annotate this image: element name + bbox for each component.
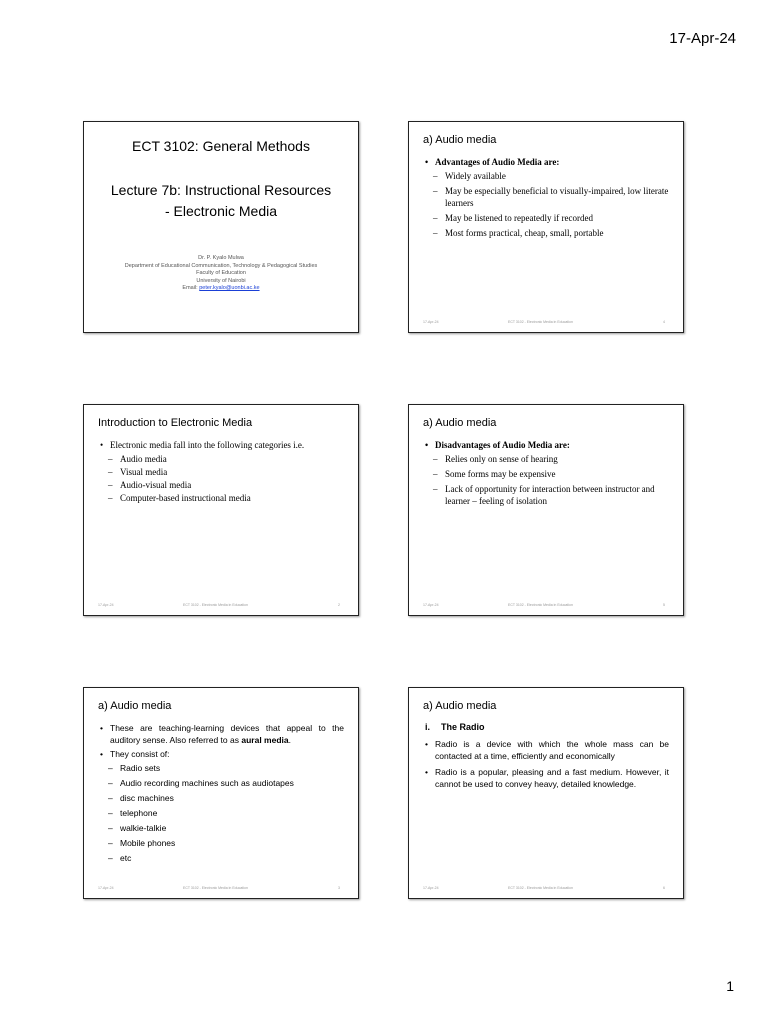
slide-number: 6 [663, 886, 665, 890]
footer-title: ECT 3102 - Electronic Media in Education [508, 886, 573, 890]
item-text: Computer-based instructional media [120, 493, 251, 503]
list-item: – etc [108, 853, 132, 863]
item-text: Mobile phones [120, 838, 176, 848]
slide-advantages [408, 121, 684, 333]
footer-title: ECT 3102 - Electronic Media in Education [183, 603, 248, 607]
list-item: – Radio sets [108, 763, 161, 773]
item-text: Most forms practical, cheap, small, portable [445, 228, 604, 238]
slide-content [423, 722, 669, 792]
bullet-text: • Radio is a device with which the whole mass can be contacted at a time, efficiently and economically [423, 738, 669, 762]
definition-text: These are teaching-learning devices that appeal to the auditory sense. Also referred to as [110, 723, 344, 745]
footer-title: ECT 3102 - Electronic Media in Education [508, 603, 573, 607]
item-text: etc [120, 853, 132, 863]
item-text: walkie-talkie [120, 823, 167, 833]
list-item: – Audio media [108, 454, 167, 464]
item-text: Lack of opportunity for interaction between instructor and learner – feeling of isolation [445, 484, 655, 506]
list-item: – walkie-talkie [108, 823, 167, 833]
slide-number: 3 [338, 886, 340, 890]
bullet-definition [98, 722, 344, 746]
slide-content [98, 439, 344, 505]
slide-number: 4 [663, 320, 665, 324]
list-item: – Most forms practical, cheap, small, portable [433, 228, 604, 238]
slide-heading: Introduction to Electronic Media [98, 417, 253, 429]
subheading [423, 722, 669, 732]
item-text: telephone [120, 808, 158, 818]
author-email-line [114, 285, 328, 293]
page-number: 1 [726, 978, 734, 994]
slide-footer [98, 603, 344, 609]
lecture-title [94, 180, 348, 222]
slide-title [83, 121, 359, 333]
slide-number: 5 [663, 603, 665, 607]
slide-footer [98, 886, 344, 892]
list-item: – Lack of opportunity for interaction between instructor and learner – feeling of isolation [433, 484, 655, 506]
item-text: Audio-visual media [120, 480, 192, 490]
slide-radio [408, 687, 684, 899]
subheading-number: i. [425, 722, 431, 732]
slide-content [98, 722, 344, 867]
page-header-date: 17-Apr-24 [669, 30, 736, 47]
slide-footer [423, 320, 669, 326]
item-text: May be listened to repeatedly if recorded [445, 213, 593, 223]
list-item: – May be especially beneficial to visually-impaired, low literate learners [433, 186, 669, 208]
footer-date: 17-Apr-24 [423, 886, 439, 890]
list-item: – Mobile phones [108, 838, 176, 848]
item-text: Relies only on sense of hearing [445, 454, 558, 464]
list-item: – May be listened to repeatedly if recorded [433, 213, 593, 223]
item-text: Visual media [120, 467, 168, 477]
slide-heading: a) Audio media [423, 417, 497, 429]
email-label: Email: [182, 285, 198, 291]
list-item: – Audio-visual media [108, 480, 192, 490]
list-item: – Visual media [108, 467, 168, 477]
footer-date: 17-Apr-24 [98, 886, 114, 890]
list-item: – Widely available [433, 171, 506, 181]
lecture-title-line2: - Electronic Media [164, 203, 278, 219]
slide-heading: a) Audio media [423, 134, 497, 146]
footer-date: 17-Apr-24 [98, 603, 114, 607]
bullet-heading: • Advantages of Audio Media are: [423, 156, 669, 168]
bullet-heading: • Disadvantages of Audio Media are: [423, 439, 669, 451]
list-item: – Some forms may be expensive [433, 469, 556, 479]
item-text: Radio sets [120, 763, 161, 773]
author-department: Department of Educational Communication, Technology & Pedagogical Studies [124, 262, 318, 269]
definition-bold: aural media [241, 735, 289, 745]
item-text: May be especially beneficial to visually-impaired, low literate learners [445, 186, 669, 208]
definition-end: . [288, 735, 291, 745]
author-block [114, 255, 328, 293]
slide-introduction [83, 404, 359, 616]
footer-title: ECT 3102 - Electronic Media in Education [508, 320, 573, 324]
slide-disadvantages [408, 404, 684, 616]
slide-heading: a) Audio media [98, 700, 172, 712]
slide-heading: a) Audio media [423, 700, 497, 712]
slide-audio-devices [83, 687, 359, 899]
slide-footer [423, 603, 669, 609]
email-link[interactable]: peter.kyalo@uonbi.ac.ke [199, 285, 260, 291]
lecture-title-line1: Lecture 7b: Instructional Resources [110, 182, 332, 198]
footer-date: 17-Apr-24 [423, 320, 439, 324]
list-item: – telephone [108, 808, 158, 818]
bullet-text: • Radio is a popular, pleasing and a fast medium. However, it cannot be used to convey heavy, detailed knowledge. [423, 766, 669, 790]
author-name: Dr. P. Kyalo Mulwa [198, 255, 244, 261]
list-item: – Audio recording machines such as audiotapes [108, 778, 294, 788]
subheading-text: The Radio [441, 722, 485, 732]
list-item: – Relies only on sense of hearing [433, 454, 558, 464]
slide-content [423, 156, 669, 242]
item-text: Some forms may be expensive [445, 469, 556, 479]
item-text: Widely available [445, 171, 506, 181]
footer-date: 17-Apr-24 [423, 603, 439, 607]
slide-content [423, 439, 669, 510]
list-item: – disc machines [108, 793, 174, 803]
bullet-heading: • They consist of: [98, 748, 344, 760]
item-text: disc machines [120, 793, 174, 803]
footer-title: ECT 3102 - Electronic Media in Education [183, 886, 248, 890]
slide-footer [423, 886, 669, 892]
bullet-heading: • Electronic media fall into the following categories i.e. [98, 439, 344, 451]
course-title: ECT 3102: General Methods [132, 138, 310, 154]
author-faculty: Faculty of Education [196, 270, 246, 276]
item-text: Audio recording machines such as audiotapes [120, 778, 294, 788]
item-text: Audio media [120, 454, 167, 464]
list-item: – Computer-based instructional media [108, 493, 251, 503]
author-university: University of Nairobi [196, 277, 246, 284]
slide-number: 2 [338, 603, 340, 607]
